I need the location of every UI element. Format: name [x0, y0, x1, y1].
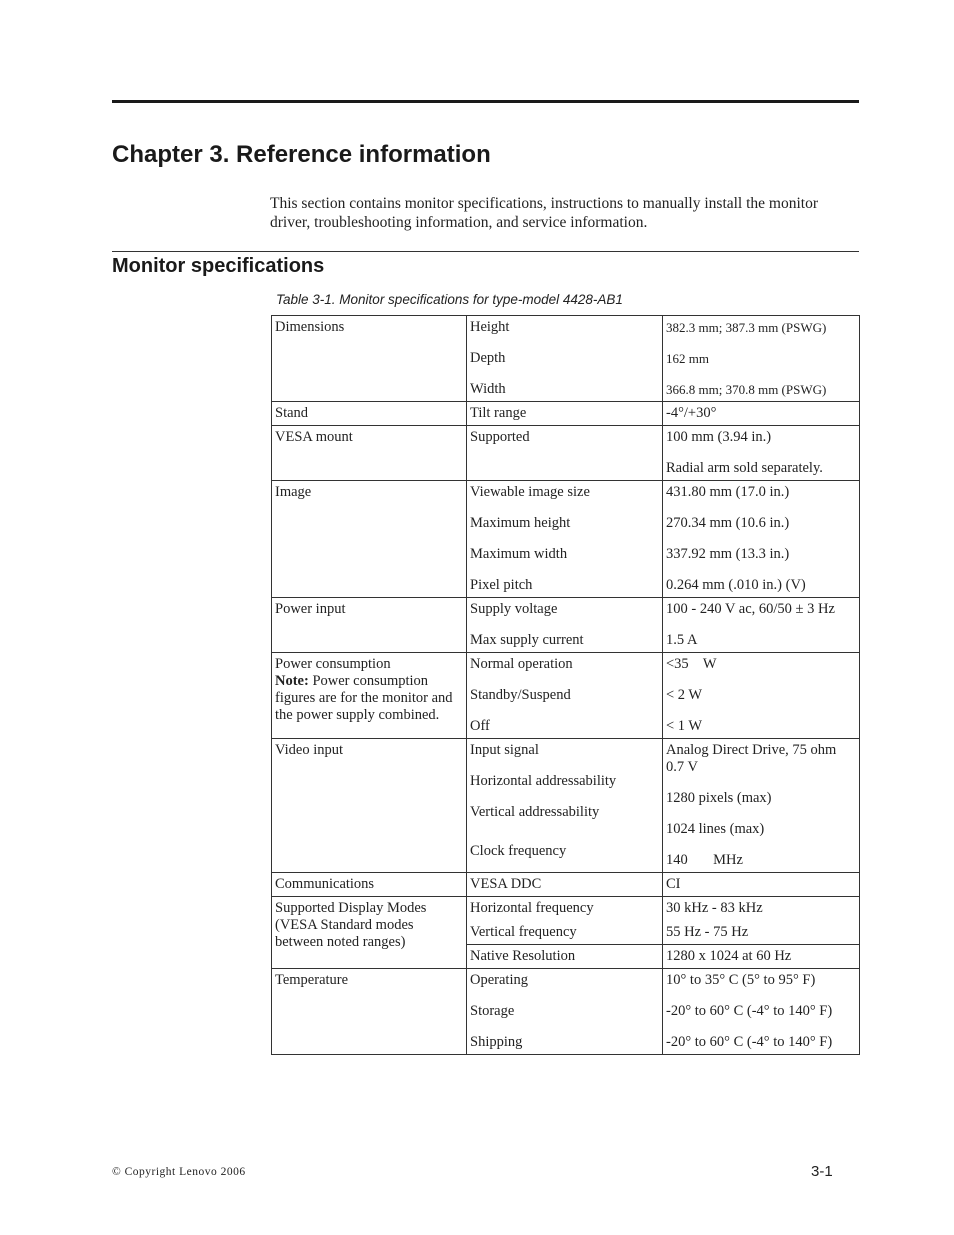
value-text: 100 mm (3.94 in.)	[666, 429, 772, 445]
table-row	[272, 402, 860, 426]
item-cell: Tilt range	[467, 402, 663, 426]
item-label: Maximum width	[470, 546, 568, 562]
table-row	[272, 598, 860, 653]
item-label: Max supply current	[470, 632, 584, 648]
value-text: 10° to 35° C (5° to 95° F)	[666, 972, 816, 988]
item-label: Supply voltage	[470, 601, 558, 617]
note-label: Note:	[275, 673, 309, 689]
value-cell	[663, 316, 860, 402]
item-cell	[467, 969, 663, 1055]
category-label: Power consumption	[275, 656, 391, 672]
value-text: -20° to 60° C (-4° to 140° F)	[666, 1003, 833, 1019]
item-label: Horizontal frequency	[470, 900, 594, 916]
table-caption: Table 3-1. Monitor specifications for type-model 4428-AB1	[276, 292, 623, 307]
top-rule	[112, 100, 859, 103]
value-cell	[663, 739, 860, 873]
spec-table	[271, 315, 860, 1055]
value-cell	[663, 598, 860, 653]
category-cell: Stand	[272, 402, 467, 426]
item-label: Maximum height	[470, 515, 571, 531]
category-cell: Dimensions	[272, 316, 467, 402]
item-cell	[467, 653, 663, 739]
item-cell: Supported	[467, 426, 663, 481]
footer-copyright: © Copyright Lenovo 2006	[112, 1166, 246, 1178]
table-row	[272, 481, 860, 598]
value-cell: -4°/+30°	[663, 402, 860, 426]
table-row	[272, 316, 860, 402]
value-cell	[663, 481, 860, 598]
value-text: 366.8 mm; 370.8 mm (PSWG)	[666, 382, 827, 397]
value-text: Analog Direct Drive, 75 ohm 0.7 V	[666, 742, 837, 775]
item-label: Height	[470, 319, 510, 335]
category-cell: Temperature	[272, 969, 467, 1055]
item-label: Normal operation	[470, 656, 573, 672]
section-rule	[112, 251, 859, 252]
item-label: Operating	[470, 972, 528, 988]
value-text: 431.80 mm (17.0 in.)	[666, 484, 790, 500]
value-text: 0.264 mm (.010 in.) (V)	[666, 577, 806, 593]
value-cell	[663, 653, 860, 739]
item-cell	[467, 481, 663, 598]
table-row	[272, 873, 860, 897]
table-row	[272, 969, 860, 1055]
item-label: Off	[470, 718, 490, 734]
item-label: Viewable image size	[470, 484, 590, 500]
value-text: 1024 lines (max)	[666, 821, 765, 837]
value-cell	[663, 897, 860, 945]
value-text: -20° to 60° C (-4° to 140° F)	[666, 1034, 833, 1050]
value-text: 100 - 240 V ac, 60/50 ± 3 Hz	[666, 601, 835, 617]
value-cell	[663, 969, 860, 1055]
value-text: 162 mm	[666, 351, 709, 366]
item-cell	[467, 598, 663, 653]
category-cell: Power input	[272, 598, 467, 653]
item-label: Standby/Suspend	[470, 687, 571, 703]
value-text: < 1 W	[666, 718, 703, 734]
item-cell: VESA DDC	[467, 873, 663, 897]
category-cell: Image	[272, 481, 467, 598]
category-cell	[272, 653, 467, 739]
item-label: Vertical addressability	[470, 804, 600, 820]
note-text: Power consumption figures are for the monitor and the power supply combined.	[275, 673, 453, 723]
value-text: 1.5 A	[666, 632, 698, 648]
item-label: Clock frequency	[470, 843, 567, 859]
item-label: Vertical frequency	[470, 924, 577, 940]
chapter-title: Chapter 3. Reference information	[112, 141, 491, 168]
value-text: Radial arm sold separately.	[666, 460, 823, 476]
item-label: Shipping	[470, 1034, 523, 1050]
category-cell: Supported Display Modes (VESA Standard modes between noted ranges)	[272, 897, 467, 969]
value-cell	[663, 426, 860, 481]
table-row	[272, 653, 860, 739]
category-cell: Video input	[272, 739, 467, 873]
item-cell	[467, 739, 663, 873]
item-label: Input signal	[470, 742, 539, 758]
value-text: 382.3 mm; 387.3 mm (PSWG)	[666, 320, 827, 335]
item-label: Depth	[470, 350, 506, 366]
value-text: 337.92 mm (13.3 in.)	[666, 546, 790, 562]
intro-paragraph: This section contains monitor specifications, instructions to manually install the monitor driver, troubleshooting information, and service information.	[270, 195, 819, 231]
value-cell: CI	[663, 873, 860, 897]
value-text: 270.34 mm (10.6 in.)	[666, 515, 790, 531]
table-row	[272, 897, 860, 945]
item-label: Width	[470, 381, 506, 397]
value-text: 55 Hz - 75 Hz	[666, 924, 749, 940]
value-text: < 2 W	[666, 687, 703, 703]
item-label: Pixel pitch	[470, 577, 533, 593]
item-label: Horizontal addressability	[470, 773, 617, 789]
section-title: Monitor specifications	[112, 255, 325, 277]
value-text: 140 MHz	[666, 852, 743, 868]
item-label: Storage	[470, 1003, 515, 1019]
page-number: 3-1	[811, 1163, 833, 1180]
item-cell: Native Resolution	[467, 945, 663, 969]
value-text: 1280 pixels (max)	[666, 790, 772, 806]
category-cell: VESA mount	[272, 426, 467, 481]
value-text: <35 W	[666, 656, 717, 672]
table-row	[272, 426, 860, 481]
value-text: 30 kHz - 83 kHz	[666, 900, 763, 916]
category-cell: Communications	[272, 873, 467, 897]
item-cell	[467, 316, 663, 402]
item-cell	[467, 897, 663, 945]
value-cell: 1280 x 1024 at 60 Hz	[663, 945, 860, 969]
table-row	[272, 739, 860, 873]
